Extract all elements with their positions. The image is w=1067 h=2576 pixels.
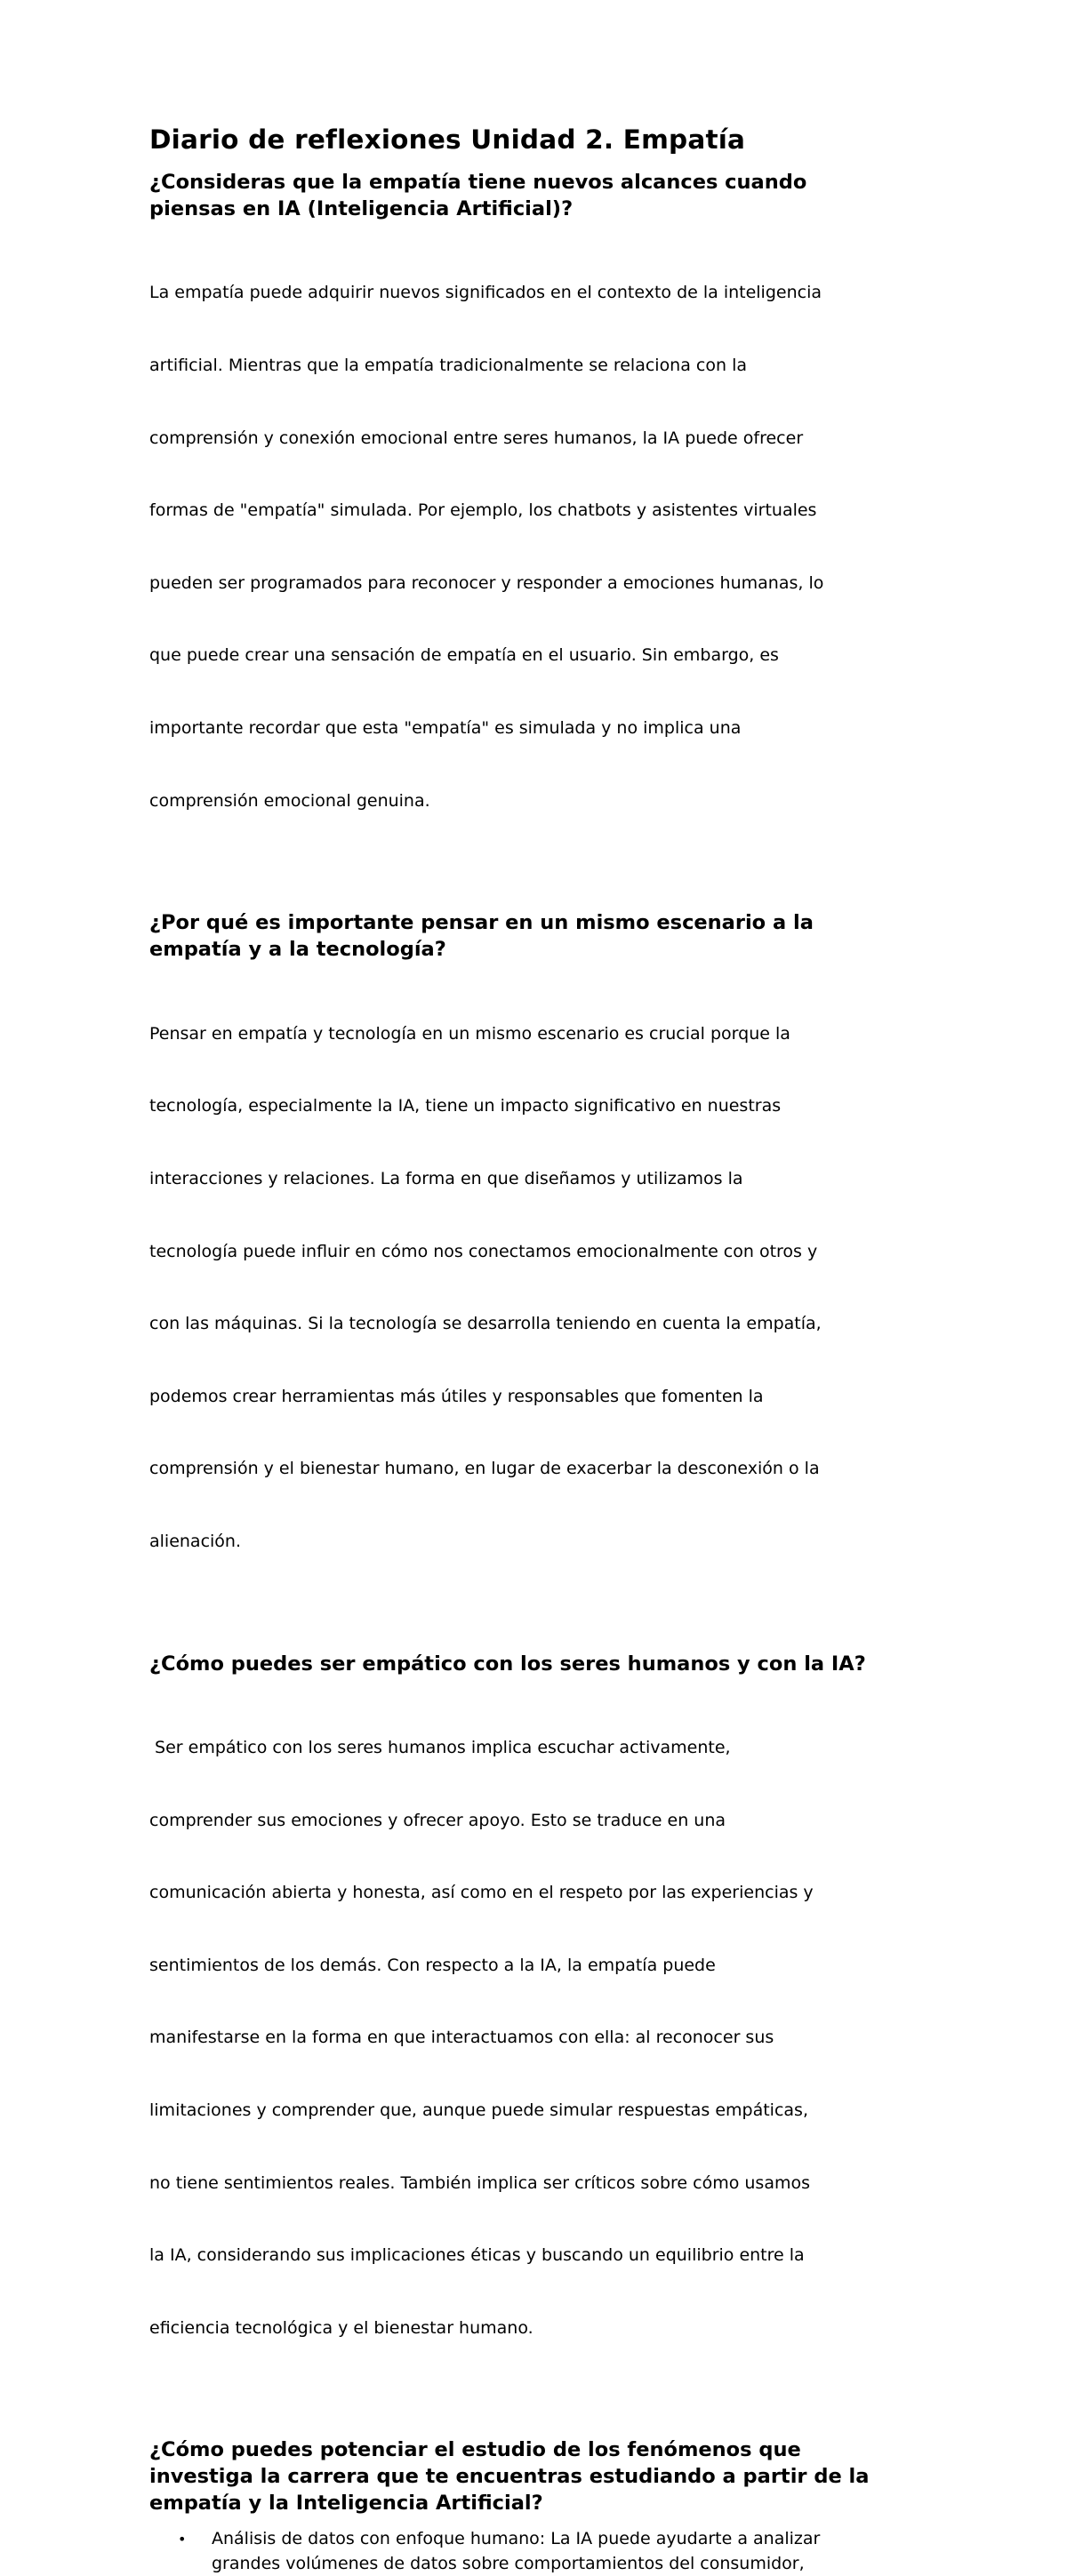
- question-2: [149, 909, 932, 963]
- question-line: piensas en IA (Inteligencia Artificial)?: [149, 197, 574, 220]
- answer-line: artificial. Mientras que la empatía tradicionalmente se relaciona con la: [149, 356, 747, 376]
- question-line: ¿Cómo puedes potenciar el estudio de los fenómenos que: [149, 2438, 801, 2462]
- bullet-list: [149, 2527, 932, 2575]
- section-1: [149, 169, 932, 861]
- answer-line: comprensión emocional genuina.: [149, 790, 430, 811]
- paragraph-spacer: [149, 1603, 932, 1651]
- answer-3: [149, 1688, 932, 2389]
- answer-line: Pensar en empatía y tecnología en un mismo escenario es crucial porque la: [149, 1023, 790, 1044]
- answer-line: interacciones y relaciones. La forma en que diseñamos y utilizamos la: [149, 1168, 743, 1188]
- question-line: ¿Consideras que la empatía tiene nuevos alcances cuando: [149, 171, 807, 194]
- answer-line: Ser empático con los seres humanos implica escuchar activamente,: [149, 1737, 731, 1757]
- answer-1: [149, 233, 932, 861]
- answer-line: comprensión y el bienestar humano, en lugar de exacerbar la desconexión o la: [149, 1459, 820, 1479]
- answer-line: importante recordar que esta "empatía" es simulada y no implica una: [149, 718, 742, 739]
- answer-line: limitaciones y comprender que, aunque puede simular respuestas empáticas,: [149, 2100, 808, 2121]
- section-2: [149, 909, 932, 1602]
- document-title: Diario de reflexiones Unidad 2. Empatía: [149, 124, 746, 155]
- question-1: [149, 169, 932, 222]
- answer-line: formas de "empatía" simulada. Por ejemplo, los chatbots y asistentes virtuales: [149, 500, 817, 521]
- question-line: investiga la carrera que te encuentras estudiando a partir de la: [149, 2465, 870, 2489]
- bullet-line: Análisis de datos con enfoque humano: La IA puede ayudarte a analizar: [212, 2529, 821, 2549]
- answer-line: eficiencia tecnológica y el bienestar humano.: [149, 2317, 534, 2338]
- answer-line: la IA, considerando sus implicaciones éticas y buscando un equilibrio entre la: [149, 2245, 805, 2266]
- answer-line: manifestarse en la forma en que interactuamos con ella: al reconocer sus: [149, 2028, 774, 2048]
- answer-line: comprensión y conexión emocional entre seres humanos, la IA puede ofrecer: [149, 428, 804, 448]
- answer-line: pueden ser programados para reconocer y responder a emociones humanas, lo: [149, 572, 824, 593]
- answer-line: que puede crear una sensación de empatía en el usuario. Sin embargo, es: [149, 645, 779, 666]
- question-3: [149, 1651, 932, 1677]
- document-page: [149, 123, 932, 2576]
- answer-line: tecnología puede influir en cómo nos conectamos emocionalmente con otros y: [149, 1241, 818, 1261]
- answer-line: sentimientos de los demás. Con respecto a la IA, la empatía puede: [149, 1955, 716, 1975]
- question-4: [149, 2436, 932, 2516]
- answer-2: [149, 973, 932, 1602]
- answer-line: La empatía puede adquirir nuevos significados en el contexto de la inteligencia: [149, 283, 822, 303]
- question-line: ¿Por qué es importante pensar en un mismo escenario a la: [149, 911, 814, 935]
- section-3: [149, 1651, 932, 2389]
- section-4: [149, 2436, 932, 2575]
- question-line: empatía y a la tecnología?: [149, 938, 446, 962]
- question-line: empatía y la Inteligencia Artificial?: [149, 2492, 543, 2516]
- paragraph-spacer: [149, 861, 932, 909]
- bullet-icon: •: [178, 2531, 187, 2548]
- answer-line: comunicación abierta y honesta, así como en el respeto por las experiencias y: [149, 1883, 814, 1903]
- question-line: ¿Cómo puedes ser empático con los seres humanos y con la IA?: [149, 1652, 866, 1676]
- answer-line: tecnología, especialmente la IA, tiene un impacto significativo en nuestras: [149, 1096, 782, 1116]
- answer-line: con las máquinas. Si la tecnología se desarrolla teniendo en cuenta la empatía,: [149, 1314, 822, 1334]
- answer-line: podemos crear herramientas más útiles y responsables que fomenten la: [149, 1386, 764, 1406]
- bullet-line: grandes volúmenes de datos sobre comportamientos del consumidor,: [212, 2553, 805, 2573]
- answer-line: comprender sus emociones y ofrecer apoyo. Esto se traduce en una: [149, 1810, 726, 1830]
- answer-line: no tiene sentimientos reales. También implica ser críticos sobre cómo usamos: [149, 2172, 810, 2193]
- paragraph-spacer: [149, 2388, 932, 2436]
- answer-line: alienación.: [149, 1531, 242, 1551]
- list-item: [149, 2527, 932, 2575]
